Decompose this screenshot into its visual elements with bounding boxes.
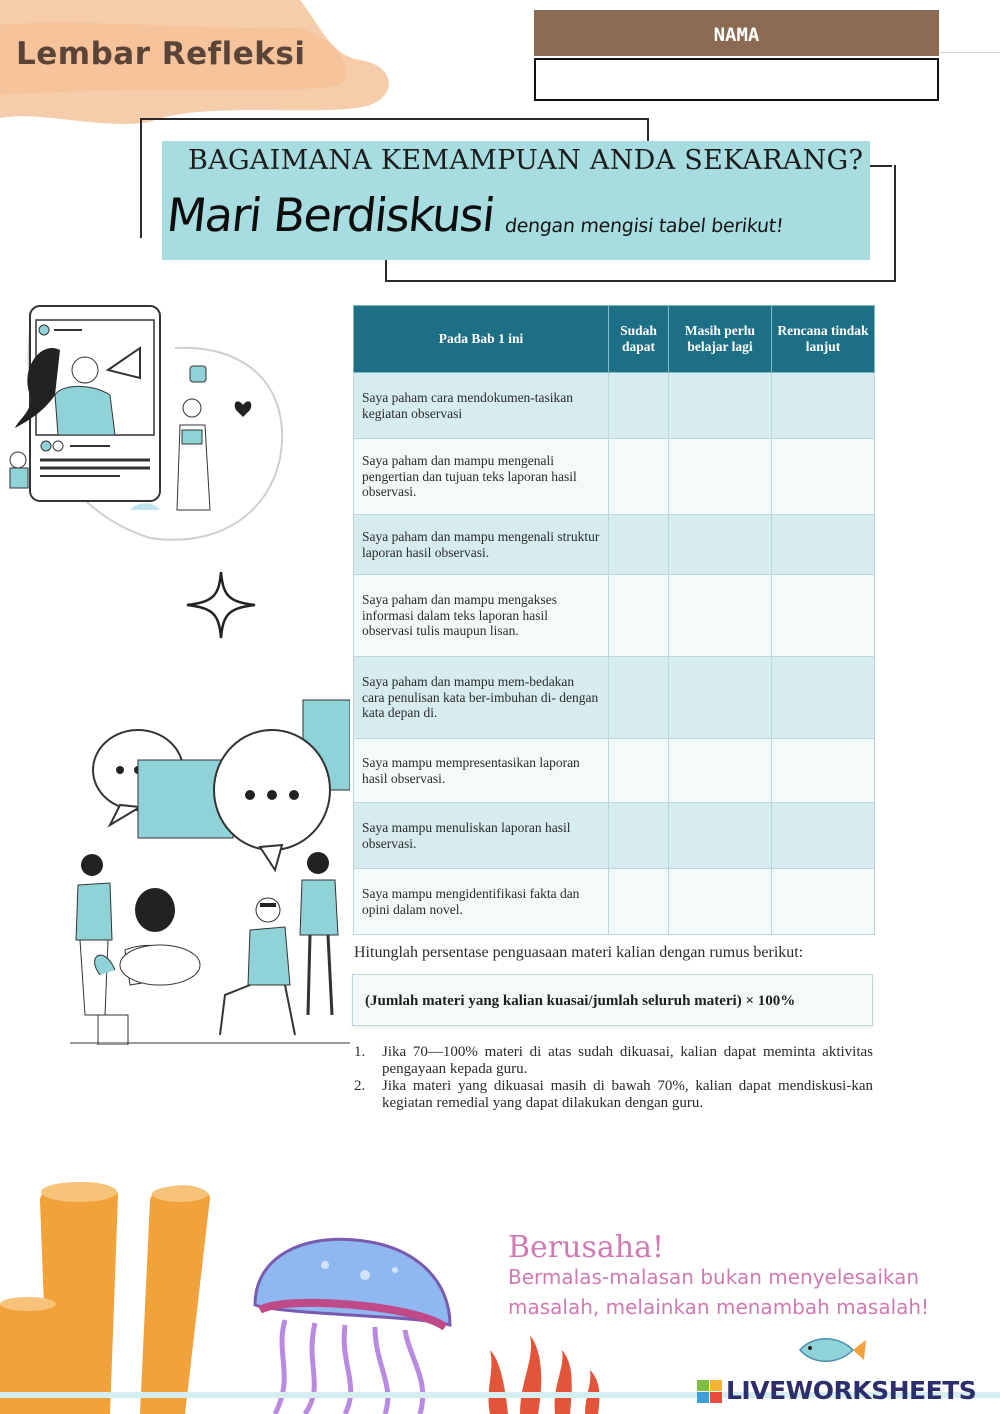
sudah-dapat-cell[interactable]	[609, 657, 669, 739]
masih-perlu-cell[interactable]	[669, 803, 772, 869]
list-number: 1.	[354, 1044, 366, 1060]
formula-intro: Hitunglah persentase penguasaan materi kalian dengan rumus berikut:	[354, 944, 804, 961]
banner-question: BAGAIMANA KEMAMPUAN ANDA SEKARANG?	[188, 145, 864, 176]
table-row	[354, 373, 875, 439]
column-header: Rencana tindak lanjut	[772, 306, 875, 373]
rencana-cell[interactable]	[772, 373, 875, 439]
table-row	[354, 869, 875, 935]
masih-perlu-cell[interactable]	[669, 739, 772, 803]
row-statement: Saya mampu mengidentifikasi fakta dan opini dalam novel.	[354, 869, 609, 935]
banner-frame-right-top	[870, 165, 892, 167]
masih-perlu-cell[interactable]	[669, 575, 772, 657]
column-header: Sudah dapat	[609, 306, 669, 373]
reflection-table	[353, 305, 874, 935]
rencana-cell[interactable]	[772, 657, 875, 739]
row-statement: Saya paham dan mampu mem-bedakan cara penulisan kata ber-imbuhan di- dengan kata depan di.	[354, 657, 609, 739]
row-statement: Saya paham cara mendokumen-tasikan kegiatan observasi	[354, 373, 609, 439]
column-header: Masih perlu belajar lagi	[669, 306, 772, 373]
liveworksheets-brand: LIVEWORKSHEETS	[726, 1376, 977, 1405]
rencana-cell[interactable]	[772, 515, 875, 575]
masih-perlu-cell[interactable]	[669, 373, 772, 439]
list-number: 2.	[354, 1078, 366, 1094]
divider	[940, 52, 1000, 53]
list-item	[354, 1044, 873, 1078]
quote-text: Bermalas-malasan bukan menyelesaikan masalah, melainkan menambah masalah!	[508, 1265, 930, 1319]
sparkle-icon	[185, 570, 257, 640]
rencana-cell[interactable]	[772, 739, 875, 803]
table-row	[354, 803, 875, 869]
masih-perlu-cell[interactable]	[669, 657, 772, 739]
rencana-cell[interactable]	[772, 803, 875, 869]
table-row	[354, 739, 875, 803]
red-coral-decoration	[480, 1330, 610, 1414]
influencer-phone-illustration	[0, 300, 290, 550]
sudah-dapat-cell[interactable]	[609, 739, 669, 803]
sudah-dapat-cell[interactable]	[609, 575, 669, 657]
table-row	[354, 439, 875, 515]
row-statement: Saya paham dan mampu mengenali pengertian dan tujuan teks laporan hasil observasi.	[354, 439, 609, 515]
notes-list	[354, 1044, 873, 1112]
list-item	[354, 1078, 873, 1112]
liveworksheets-logo-icon	[697, 1380, 723, 1404]
table-row	[354, 515, 875, 575]
nama-label: NAMA	[534, 10, 939, 56]
masih-perlu-cell[interactable]	[669, 515, 772, 575]
sudah-dapat-cell[interactable]	[609, 439, 669, 515]
masih-perlu-cell[interactable]	[669, 869, 772, 935]
row-statement: Saya mampu mempresentasikan laporan hasil observasi.	[354, 739, 609, 803]
table-row	[354, 575, 875, 657]
page-title: Lembar Refleksi	[16, 36, 306, 72]
row-statement: Saya paham dan mampu mengenali struktur laporan hasil observasi.	[354, 515, 609, 575]
jellyfish-icon	[245, 1235, 460, 1414]
sudah-dapat-cell[interactable]	[609, 373, 669, 439]
row-statement: Saya mampu menuliskan laporan hasil observasi.	[354, 803, 609, 869]
sudah-dapat-cell[interactable]	[609, 869, 669, 935]
table-header-row	[354, 306, 875, 373]
orange-coral-decoration	[0, 1170, 220, 1414]
rencana-cell[interactable]	[772, 575, 875, 657]
quote-title: Berusaha!	[508, 1230, 665, 1265]
note-text: Jika materi yang dikuasai masih di bawah 70%, kalian dapat mendiskusi-kan kegiatan remedial yang dapat dilakukan dengan guru.	[382, 1078, 873, 1111]
sudah-dapat-cell[interactable]	[609, 803, 669, 869]
row-statement: Saya paham dan mampu mengakses informasi dalam teks laporan hasil observasi tulis maupun lisan.	[354, 575, 609, 657]
fish-icon	[798, 1330, 868, 1370]
formula-box: (Jumlah materi yang kalian kuasai/jumlah seluruh materi) × 100%	[352, 974, 873, 1026]
masih-perlu-cell[interactable]	[669, 439, 772, 515]
table-row	[354, 657, 875, 739]
rencana-cell[interactable]	[772, 869, 875, 935]
discussion-group-illustration	[70, 695, 350, 1045]
note-text: Jika 70—100% materi di atas sudah dikuasai, kalian dapat meminta aktivitas pengayaan kepada guru.	[382, 1044, 873, 1077]
rencana-cell[interactable]	[772, 439, 875, 515]
nama-input[interactable]	[534, 58, 939, 101]
banner-subheading: dengan mengisi tabel berikut!	[503, 215, 785, 237]
banner-heading: Mari Berdiskusi	[164, 188, 497, 242]
column-header: Pada Bab 1 ini	[354, 306, 609, 373]
sudah-dapat-cell[interactable]	[609, 515, 669, 575]
